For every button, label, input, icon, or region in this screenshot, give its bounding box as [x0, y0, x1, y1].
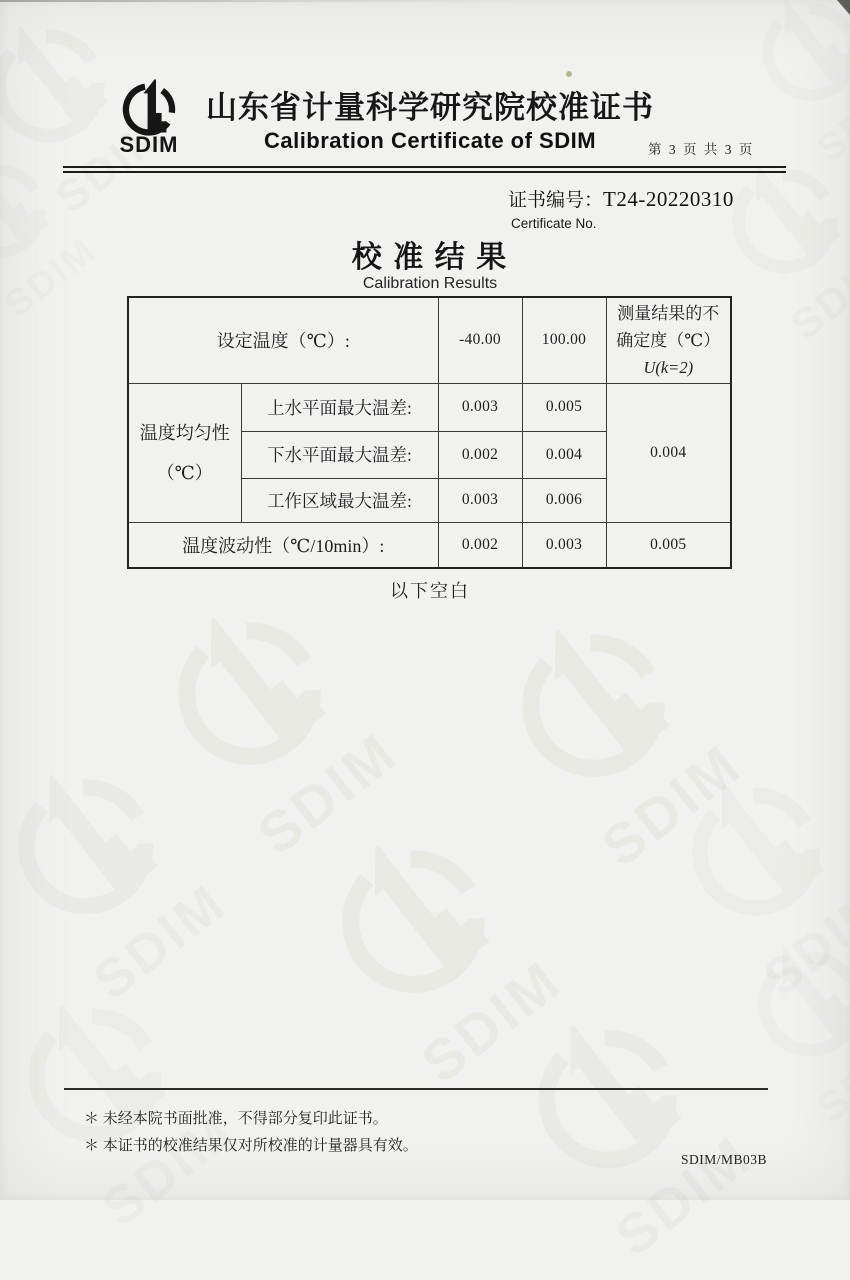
- row-value-1: 0.003: [438, 383, 522, 431]
- sdim-logo-text: SDIM: [119, 132, 179, 157]
- page-number: 第 3 页 共 3 页: [648, 142, 755, 157]
- sdim-watermark-icon: [0, 129, 114, 334]
- set-temp-label: 设定温度（℃）:: [128, 297, 438, 383]
- sdim-watermark-icon: [0, 727, 251, 1022]
- uncertainty-header-line3: U(k=2): [643, 357, 694, 377]
- set-temp-value-1: -40.00: [438, 297, 522, 383]
- table-row: [128, 522, 731, 568]
- certificate-number-label: 证书编号：: [508, 190, 604, 211]
- row-value-1: 0.003: [438, 478, 522, 522]
- sdim-watermark-icon: [466, 580, 768, 892]
- fluctuation-uncertainty-value: 0.005: [606, 522, 731, 568]
- blank-below-note: 以下空白: [390, 581, 470, 601]
- section-title: 校 准 结 果: [351, 241, 509, 274]
- uniformity-label-line1: 温度均匀性: [139, 422, 230, 443]
- footer-divider: [64, 1088, 768, 1090]
- uncertainty-header-line1: 测量结果的不: [617, 303, 720, 323]
- header-divider: [63, 166, 786, 173]
- certificate-number-caption: Certificate No.: [511, 216, 597, 231]
- fluctuation-label: 温度波动性（℃/10min）:: [128, 522, 438, 568]
- row-value-2: 0.006: [522, 478, 606, 522]
- section-subtitle: Calibration Results: [362, 275, 498, 292]
- sdim-watermark-icon: [717, 911, 850, 1141]
- scan-speck-artifact: [566, 71, 572, 77]
- sdim-watermark-icon: [642, 739, 850, 1018]
- uniformity-label: [128, 383, 241, 522]
- set-temp-value-2: 100.00: [522, 297, 606, 383]
- footer-note: ＊ 本证书的校准结果仅对所校准的计量器具有效。: [84, 1138, 418, 1154]
- uncertainty-header: [606, 297, 731, 383]
- sdim-watermark-icon: [0, 958, 258, 1250]
- sdim-watermark-icon: [122, 568, 424, 880]
- page-title: 山东省计量科学研究院校准证书: [206, 90, 654, 125]
- calibration-results-table: [127, 296, 732, 569]
- certificate-number-value: T24-20220310: [603, 187, 734, 211]
- uncertainty-header-line2: 确定度（℃）: [616, 330, 721, 350]
- certificate-number-line: [508, 185, 734, 212]
- table-row: [128, 297, 731, 383]
- row-value-1: 0.002: [438, 431, 522, 478]
- row-label: 工作区域最大温差:: [241, 478, 438, 522]
- row-label: 下水平面最大温差:: [241, 431, 438, 478]
- footer-notes: [84, 1106, 418, 1160]
- page-subtitle: Calibration Certificate of SDIM: [263, 128, 597, 153]
- fluctuation-value-2: 0.003: [522, 522, 606, 568]
- uniformity-label-line2: （℃）: [156, 462, 213, 483]
- uniformity-uncertainty-value: 0.004: [606, 383, 731, 522]
- footer-note: ＊ 未经本院书面批准，不得部分复印此证书。: [84, 1111, 388, 1127]
- row-value-2: 0.004: [522, 431, 606, 478]
- table-row: [128, 383, 731, 431]
- scan-edge-artifact: [0, 0, 520, 2]
- row-value-2: 0.005: [522, 383, 606, 431]
- sdim-watermark-icon: [484, 976, 778, 1279]
- scan-corner-artifact: [837, 0, 850, 15]
- sdim-watermark-icon: [286, 796, 588, 1108]
- form-code: SDIM/MB03B: [680, 1152, 767, 1167]
- row-label: 上水平面最大温差:: [241, 383, 438, 431]
- fluctuation-value-1: 0.002: [438, 522, 522, 568]
